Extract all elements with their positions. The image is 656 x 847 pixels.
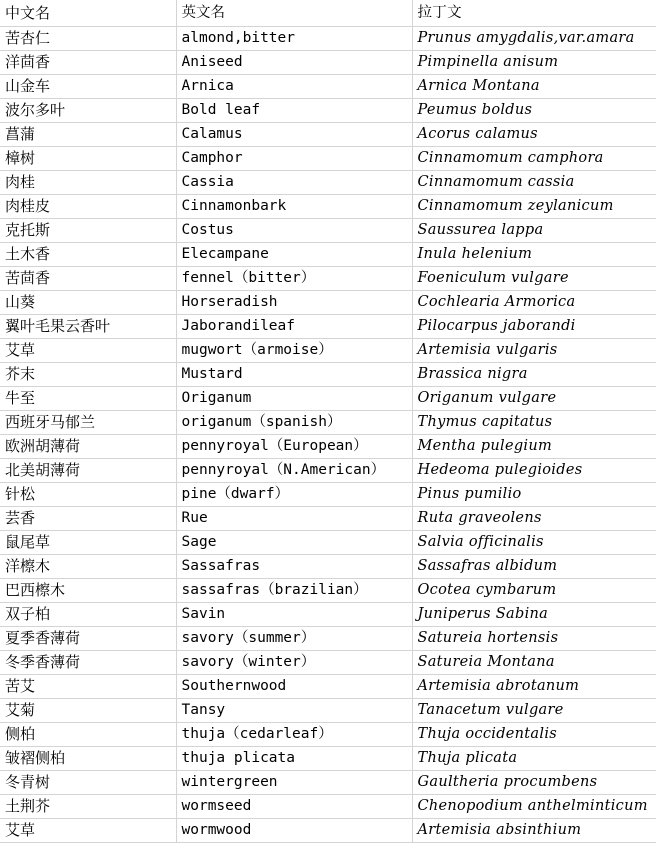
cell-chinese-name[interactable]: 芥末 [0, 363, 176, 387]
header-latin-name[interactable]: 拉丁文 [412, 0, 656, 27]
cell-latin-name[interactable]: Gaultheria procumbens [412, 771, 656, 795]
table-row [0, 411, 656, 435]
cell-latin-name[interactable]: Ruta graveolens [412, 507, 656, 531]
cell-chinese-name[interactable]: 艾草 [0, 819, 176, 843]
table-row [0, 699, 656, 723]
cell-chinese-name[interactable]: 翼叶毛果云香叶 [0, 315, 176, 339]
table-row [0, 171, 656, 195]
cell-latin-name[interactable]: Acorus calamus [412, 123, 656, 147]
cell-english-name[interactable]: origanum（spanish） [176, 411, 412, 435]
cell-latin-name[interactable]: Pinus pumilio [412, 483, 656, 507]
table-row [0, 147, 656, 171]
cell-latin-name[interactable]: Cinnamomum zeylanicum [412, 195, 656, 219]
cell-latin-name[interactable]: Thuja occidentalis [412, 723, 656, 747]
cell-latin-name[interactable]: Artemisia abrotanum [412, 675, 656, 699]
cell-english-name[interactable]: Horseradish [176, 291, 412, 315]
table-row [0, 315, 656, 339]
cell-english-name[interactable]: thuja plicata [176, 747, 412, 771]
cell-chinese-name[interactable]: 洋檫木 [0, 555, 176, 579]
cell-english-name[interactable]: Elecampane [176, 243, 412, 267]
table-row [0, 723, 656, 747]
cell-english-name[interactable]: Cinnamonbark [176, 195, 412, 219]
table-row [0, 675, 656, 699]
cell-latin-name[interactable]: Hedeoma pulegioides [412, 459, 656, 483]
cell-chinese-name[interactable]: 肉桂皮 [0, 195, 176, 219]
cell-english-name[interactable]: pennyroyal（European） [176, 435, 412, 459]
cell-english-name[interactable]: wormwood [176, 819, 412, 843]
cell-latin-name[interactable]: Cinnamomum camphora [412, 147, 656, 171]
table-row [0, 771, 656, 795]
cell-chinese-name[interactable]: 北美胡薄荷 [0, 459, 176, 483]
cell-english-name[interactable]: fennel（bitter） [176, 267, 412, 291]
table-row [0, 747, 656, 771]
cell-chinese-name[interactable]: 山金车 [0, 75, 176, 99]
table-row [0, 123, 656, 147]
cell-english-name[interactable]: pennyroyal（N.American） [176, 459, 412, 483]
cell-chinese-name[interactable]: 鼠尾草 [0, 531, 176, 555]
cell-latin-name[interactable]: Salvia officinalis [412, 531, 656, 555]
cell-english-name[interactable]: Aniseed [176, 51, 412, 75]
table-row [0, 603, 656, 627]
cell-latin-name[interactable]: Pilocarpus jaborandi [412, 315, 656, 339]
table-row [0, 627, 656, 651]
cell-english-name[interactable]: savory（winter） [176, 651, 412, 675]
cell-english-name[interactable]: Sage [176, 531, 412, 555]
cell-chinese-name[interactable]: 艾草 [0, 339, 176, 363]
cell-english-name[interactable]: Tansy [176, 699, 412, 723]
cell-chinese-name[interactable]: 双子柏 [0, 603, 176, 627]
cell-chinese-name[interactable]: 西班牙马郁兰 [0, 411, 176, 435]
cell-chinese-name[interactable]: 巴西檫木 [0, 579, 176, 603]
cell-chinese-name[interactable]: 山葵 [0, 291, 176, 315]
table-row [0, 243, 656, 267]
table-row [0, 435, 656, 459]
table-row [0, 291, 656, 315]
cell-latin-name[interactable]: Satureia hortensis [412, 627, 656, 651]
cell-latin-name[interactable]: Foeniculum vulgare [412, 267, 656, 291]
table-row [0, 363, 656, 387]
cell-chinese-name[interactable]: 冬季香薄荷 [0, 651, 176, 675]
header-row [0, 0, 656, 27]
cell-chinese-name[interactable]: 苦杏仁 [0, 27, 176, 51]
cell-chinese-name[interactable]: 侧柏 [0, 723, 176, 747]
cell-english-name[interactable]: Rue [176, 507, 412, 531]
table-row [0, 555, 656, 579]
cell-latin-name[interactable]: Sassafras albidum [412, 555, 656, 579]
cell-chinese-name[interactable]: 针松 [0, 483, 176, 507]
cell-chinese-name[interactable]: 菖蒲 [0, 123, 176, 147]
table-row [0, 819, 656, 843]
cell-latin-name[interactable]: Saussurea lappa [412, 219, 656, 243]
cell-chinese-name[interactable]: 苦艾 [0, 675, 176, 699]
table-row [0, 195, 656, 219]
cell-latin-name[interactable]: Artemisia vulgaris [412, 339, 656, 363]
table-row [0, 27, 656, 51]
table-row [0, 99, 656, 123]
cell-chinese-name[interactable]: 克托斯 [0, 219, 176, 243]
cell-english-name[interactable]: Jaborandileaf [176, 315, 412, 339]
header-chinese-name[interactable]: 中文名 [0, 0, 176, 27]
cell-english-name[interactable]: wormseed [176, 795, 412, 819]
cell-english-name[interactable]: Arnica [176, 75, 412, 99]
cell-english-name[interactable]: Origanum [176, 387, 412, 411]
cell-english-name[interactable]: Calamus [176, 123, 412, 147]
cell-latin-name[interactable]: Cochlearia Armorica [412, 291, 656, 315]
cell-english-name[interactable]: Sassafras [176, 555, 412, 579]
cell-english-name[interactable]: Mustard [176, 363, 412, 387]
table-row [0, 651, 656, 675]
cell-latin-name[interactable]: Juniperus Sabina [412, 603, 656, 627]
cell-chinese-name[interactable]: 牛至 [0, 387, 176, 411]
cell-latin-name[interactable]: Prunus amygdalis,var.amara [412, 27, 656, 51]
cell-english-name[interactable]: savory（summer） [176, 627, 412, 651]
cell-english-name[interactable]: wintergreen [176, 771, 412, 795]
cell-latin-name[interactable]: Thuja plicata [412, 747, 656, 771]
cell-chinese-name[interactable]: 苦茴香 [0, 267, 176, 291]
cell-english-name[interactable]: Camphor [176, 147, 412, 171]
cell-english-name[interactable]: Bold leaf [176, 99, 412, 123]
cell-english-name[interactable]: Cassia [176, 171, 412, 195]
cell-chinese-name[interactable]: 洋茴香 [0, 51, 176, 75]
cell-chinese-name[interactable]: 皱褶侧柏 [0, 747, 176, 771]
cell-chinese-name[interactable]: 樟树 [0, 147, 176, 171]
table-row [0, 387, 656, 411]
cell-latin-name[interactable]: Mentha pulegium [412, 435, 656, 459]
table-row [0, 51, 656, 75]
cell-chinese-name[interactable]: 夏季香薄荷 [0, 627, 176, 651]
cell-english-name[interactable]: thuja（cedarleaf） [176, 723, 412, 747]
cell-chinese-name[interactable]: 肉桂 [0, 171, 176, 195]
cell-latin-name[interactable]: Peumus boldus [412, 99, 656, 123]
cell-chinese-name[interactable]: 芸香 [0, 507, 176, 531]
cell-english-name[interactable]: pine（dwarf） [176, 483, 412, 507]
table-row [0, 267, 656, 291]
table-row [0, 795, 656, 819]
cell-chinese-name[interactable]: 艾菊 [0, 699, 176, 723]
cell-english-name[interactable]: Southernwood [176, 675, 412, 699]
cell-chinese-name[interactable]: 波尔多叶 [0, 99, 176, 123]
table-row [0, 219, 656, 243]
table-row [0, 459, 656, 483]
cell-latin-name[interactable]: Satureia Montana [412, 651, 656, 675]
cell-latin-name[interactable]: Inula helenium [412, 243, 656, 267]
cell-latin-name[interactable]: Thymus capitatus [412, 411, 656, 435]
cell-english-name[interactable]: sassafras（brazilian） [176, 579, 412, 603]
table-row [0, 339, 656, 363]
table-row [0, 579, 656, 603]
cell-chinese-name[interactable]: 土荆芥 [0, 795, 176, 819]
cell-english-name[interactable]: almond,bitter [176, 27, 412, 51]
table-row [0, 483, 656, 507]
table-row [0, 75, 656, 99]
table-row [0, 507, 656, 531]
cell-latin-name[interactable]: Artemisia absinthium [412, 819, 656, 843]
cell-latin-name[interactable]: Ocotea cymbarum [412, 579, 656, 603]
cell-chinese-name[interactable]: 欧洲胡薄荷 [0, 435, 176, 459]
cell-english-name[interactable]: mugwort（armoise） [176, 339, 412, 363]
cell-latin-name[interactable]: Pimpinella anisum [412, 51, 656, 75]
header-english-name[interactable]: 英文名 [176, 0, 412, 27]
cell-english-name[interactable]: Savin [176, 603, 412, 627]
table-row [0, 531, 656, 555]
cell-chinese-name[interactable]: 土木香 [0, 243, 176, 267]
cell-latin-name[interactable]: Brassica nigra [412, 363, 656, 387]
cell-latin-name[interactable]: Arnica Montana [412, 75, 656, 99]
cell-english-name[interactable]: Costus [176, 219, 412, 243]
cell-latin-name[interactable]: Chenopodium anthelminticum [412, 795, 656, 819]
cell-latin-name[interactable]: Origanum vulgare [412, 387, 656, 411]
cell-latin-name[interactable]: Cinnamomum cassia [412, 171, 656, 195]
cell-latin-name[interactable]: Tanacetum vulgare [412, 699, 656, 723]
cell-chinese-name[interactable]: 冬青树 [0, 771, 176, 795]
